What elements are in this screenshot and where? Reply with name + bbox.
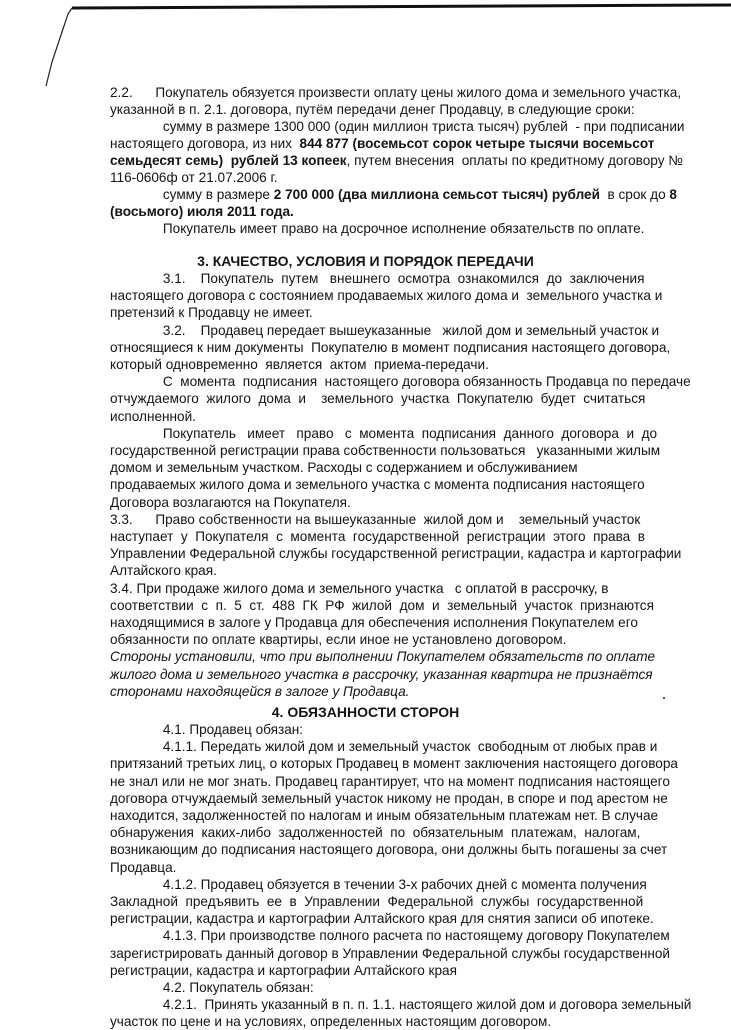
section-4-line: регистрации, кадастра и картографии Алтайского края bbox=[110, 962, 457, 978]
section-4-line: Продавца. bbox=[110, 859, 177, 875]
section-3-line: домом и земельным участком. Расходы с содержанием и обслуживанием bbox=[110, 460, 578, 476]
section-3-line: находящимися в залоге у Продавца для обеспечения исполнения Покупателем его bbox=[110, 615, 638, 630]
section-3-line: отчуждаемого жилого дома и земельного участка Покупателю будет считаться bbox=[110, 391, 646, 407]
amount-bold: 2 700 000 (два миллиона семьсот тысяч) рублей bbox=[273, 187, 600, 202]
section-4-line: 4.2. Покупатель обязан: bbox=[110, 980, 314, 995]
text-span: , путем внесения оплаты по кредитному договору № bbox=[346, 153, 683, 168]
section-3-italic-line: жилого дома и земельного участка в рассрочку, указанная квартира не признаётся bbox=[110, 666, 653, 682]
section-3-line: С момента подписания настоящего договора обязанность Продавца по передаче bbox=[110, 374, 691, 390]
p22-line-8: (восьмого) июля 2011 года. bbox=[110, 204, 294, 219]
section-3-heading: 3. КАЧЕСТВО, УСЛОВИЯ И ПОРЯДОК ПЕРЕДАЧИ bbox=[197, 253, 534, 269]
section-3-line: исполненной. bbox=[110, 408, 196, 424]
section-3-line: 3.3. Право собственности на вышеуказанные жилой дом и земельный участок bbox=[110, 511, 641, 527]
section-3-line: соответствии с п. 5 ст. 488 ГК РФ жилой дом и земельный участок признаются bbox=[110, 597, 654, 613]
text-span: в срок до bbox=[599, 187, 670, 202]
scan-speck bbox=[663, 697, 665, 699]
section-3-line: обязанности по оплате квартиры, если иное не установлено договором. bbox=[110, 632, 567, 648]
section-4-line: зарегистрировать данный договор в Управлении Федеральной службы государственной bbox=[110, 945, 671, 961]
text-span: настоящего договора, из них bbox=[110, 136, 296, 151]
section-3-line: который одновременно является актом приема-передачи. bbox=[110, 357, 489, 372]
section-3-line: Алтайского края. bbox=[110, 563, 217, 579]
section-4-line: 4.1.3. При производстве полного расчета по настоящему договору Покупателем bbox=[110, 928, 670, 944]
amount-bold: 844 877 (восемьсот сорок четыре тысячи восемьсот bbox=[295, 136, 655, 151]
text-span: сумму в размере bbox=[110, 187, 274, 202]
section-4-line: 4.1.2. Продавец обязуется в течении 3-х рабочих дней с момента получения bbox=[110, 876, 647, 892]
p22-line-7 bbox=[110, 186, 731, 203]
section-4-line: притязаний третьих лиц, о которых Продавец в момент заключения настоящего договора bbox=[110, 756, 678, 772]
section-3-line: 3.4. При продаже жилого дома и земельного участка с оплатой в рассрочку, в bbox=[110, 580, 609, 596]
section-3-line: Управлении Федеральной службы государственной регистрации, кадастра и картографии bbox=[110, 546, 682, 562]
section-3-line: настоящего договора с состоянием продаваемых жилого дома и земельного участка и bbox=[110, 288, 663, 304]
scan-border-artifact bbox=[0, 0, 731, 90]
p22-line-6: 116-0606ф от 21.07.2006 г. bbox=[110, 170, 278, 185]
section-4-heading: 4. ОБЯЗАННОСТИ СТОРОН bbox=[271, 704, 460, 720]
p22-line-3: сумму в размере 1300 000 (один миллион триста тысяч) рублей - при подписании bbox=[110, 119, 685, 134]
section-3-line: продаваемых жилого дома и земельного участка с момента подписания настоящего bbox=[110, 477, 645, 493]
section-3-line: относящиеся к ним документы Покупателю в момент подписания настоящего договора, bbox=[110, 339, 671, 355]
p22-line-2: указанной в п. 2.1. договора, путём передачи денег Продавцу, в следующие сроки: bbox=[110, 102, 635, 117]
section-3-line: 3.2. Продавец передает вышеуказанные жилой дом и земельный участок и bbox=[110, 322, 660, 338]
amount-bold: семьдесят семь) рублей 13 копеек bbox=[110, 153, 347, 168]
section-3-line: Покупатель имеет право с момента подписания данного договора и до bbox=[110, 425, 658, 441]
section-4-line: не знал или не мог знать. Продавец гарантирует, что на момент подписания настоящего bbox=[110, 773, 670, 789]
section-3-line: претензий к Продавцу не имеет. bbox=[110, 305, 313, 321]
section-4-line: регистрации, кадастра и картографии Алтайского края для снятия записи об ипотеке. bbox=[110, 911, 654, 927]
section-3-italic-line: Стороны установили, что при выполнении Покупателем обязательств по оплате bbox=[110, 649, 656, 665]
section-3-line: 3.1. Покупатель путем внешнего осмотра ознакомился до заключения bbox=[110, 271, 645, 286]
p22-line-5 bbox=[110, 152, 731, 169]
section-4-line: находится, задолженностей по налогам и иным обязательным платежам нет. В случае bbox=[110, 808, 659, 823]
section-4-line: участок по цене и на условиях, определенных настоящим договором. bbox=[110, 1014, 552, 1030]
section-4-line: возникающим до подписания настоящего договора, они должны быть погашены за счет bbox=[110, 842, 668, 858]
p22-line-9: Покупатель имеет право на досрочное исполнение обязательств по оплате. bbox=[110, 221, 645, 236]
section-4-line: договора отчуждаемый земельный участок никому не продан, в споре и под арестом не bbox=[110, 790, 668, 806]
section-3-line: наступает у Покупателя с момента государственной регистрации этого права в bbox=[110, 529, 645, 544]
section-3-line: Договора возлагаются на Покупателя. bbox=[110, 494, 351, 510]
section-3-line: государственной регистрации права собственности пользоваться указанными жилым bbox=[110, 443, 661, 458]
section-3-italic-line: сторонами находящейся в залоге у Продавца. bbox=[110, 683, 410, 699]
p22-line-1: 2.2. Покупатель обязуется произвести оплату цены жилого дома и земельного участка, bbox=[110, 85, 682, 100]
date-bold: 8 bbox=[669, 187, 677, 202]
section-4-line: Закладной предъявить ее в Управлении Федеральной службы государственной bbox=[110, 894, 644, 909]
section-4-line: 4.1.1. Передать жилой дом и земельный участок свободным от любых прав и bbox=[110, 739, 658, 755]
section-4-line: 4.1. Продавец обязан: bbox=[110, 722, 304, 737]
section-4-line: обнаружения каких-либо задолженностей по обязательным платежам, налогам, bbox=[110, 825, 641, 841]
section-4-line: 4.2.1. Принять указанный в п. п. 1.1. настоящего жилой дом и договора земельный bbox=[110, 997, 692, 1013]
p22-line-4 bbox=[110, 135, 731, 152]
